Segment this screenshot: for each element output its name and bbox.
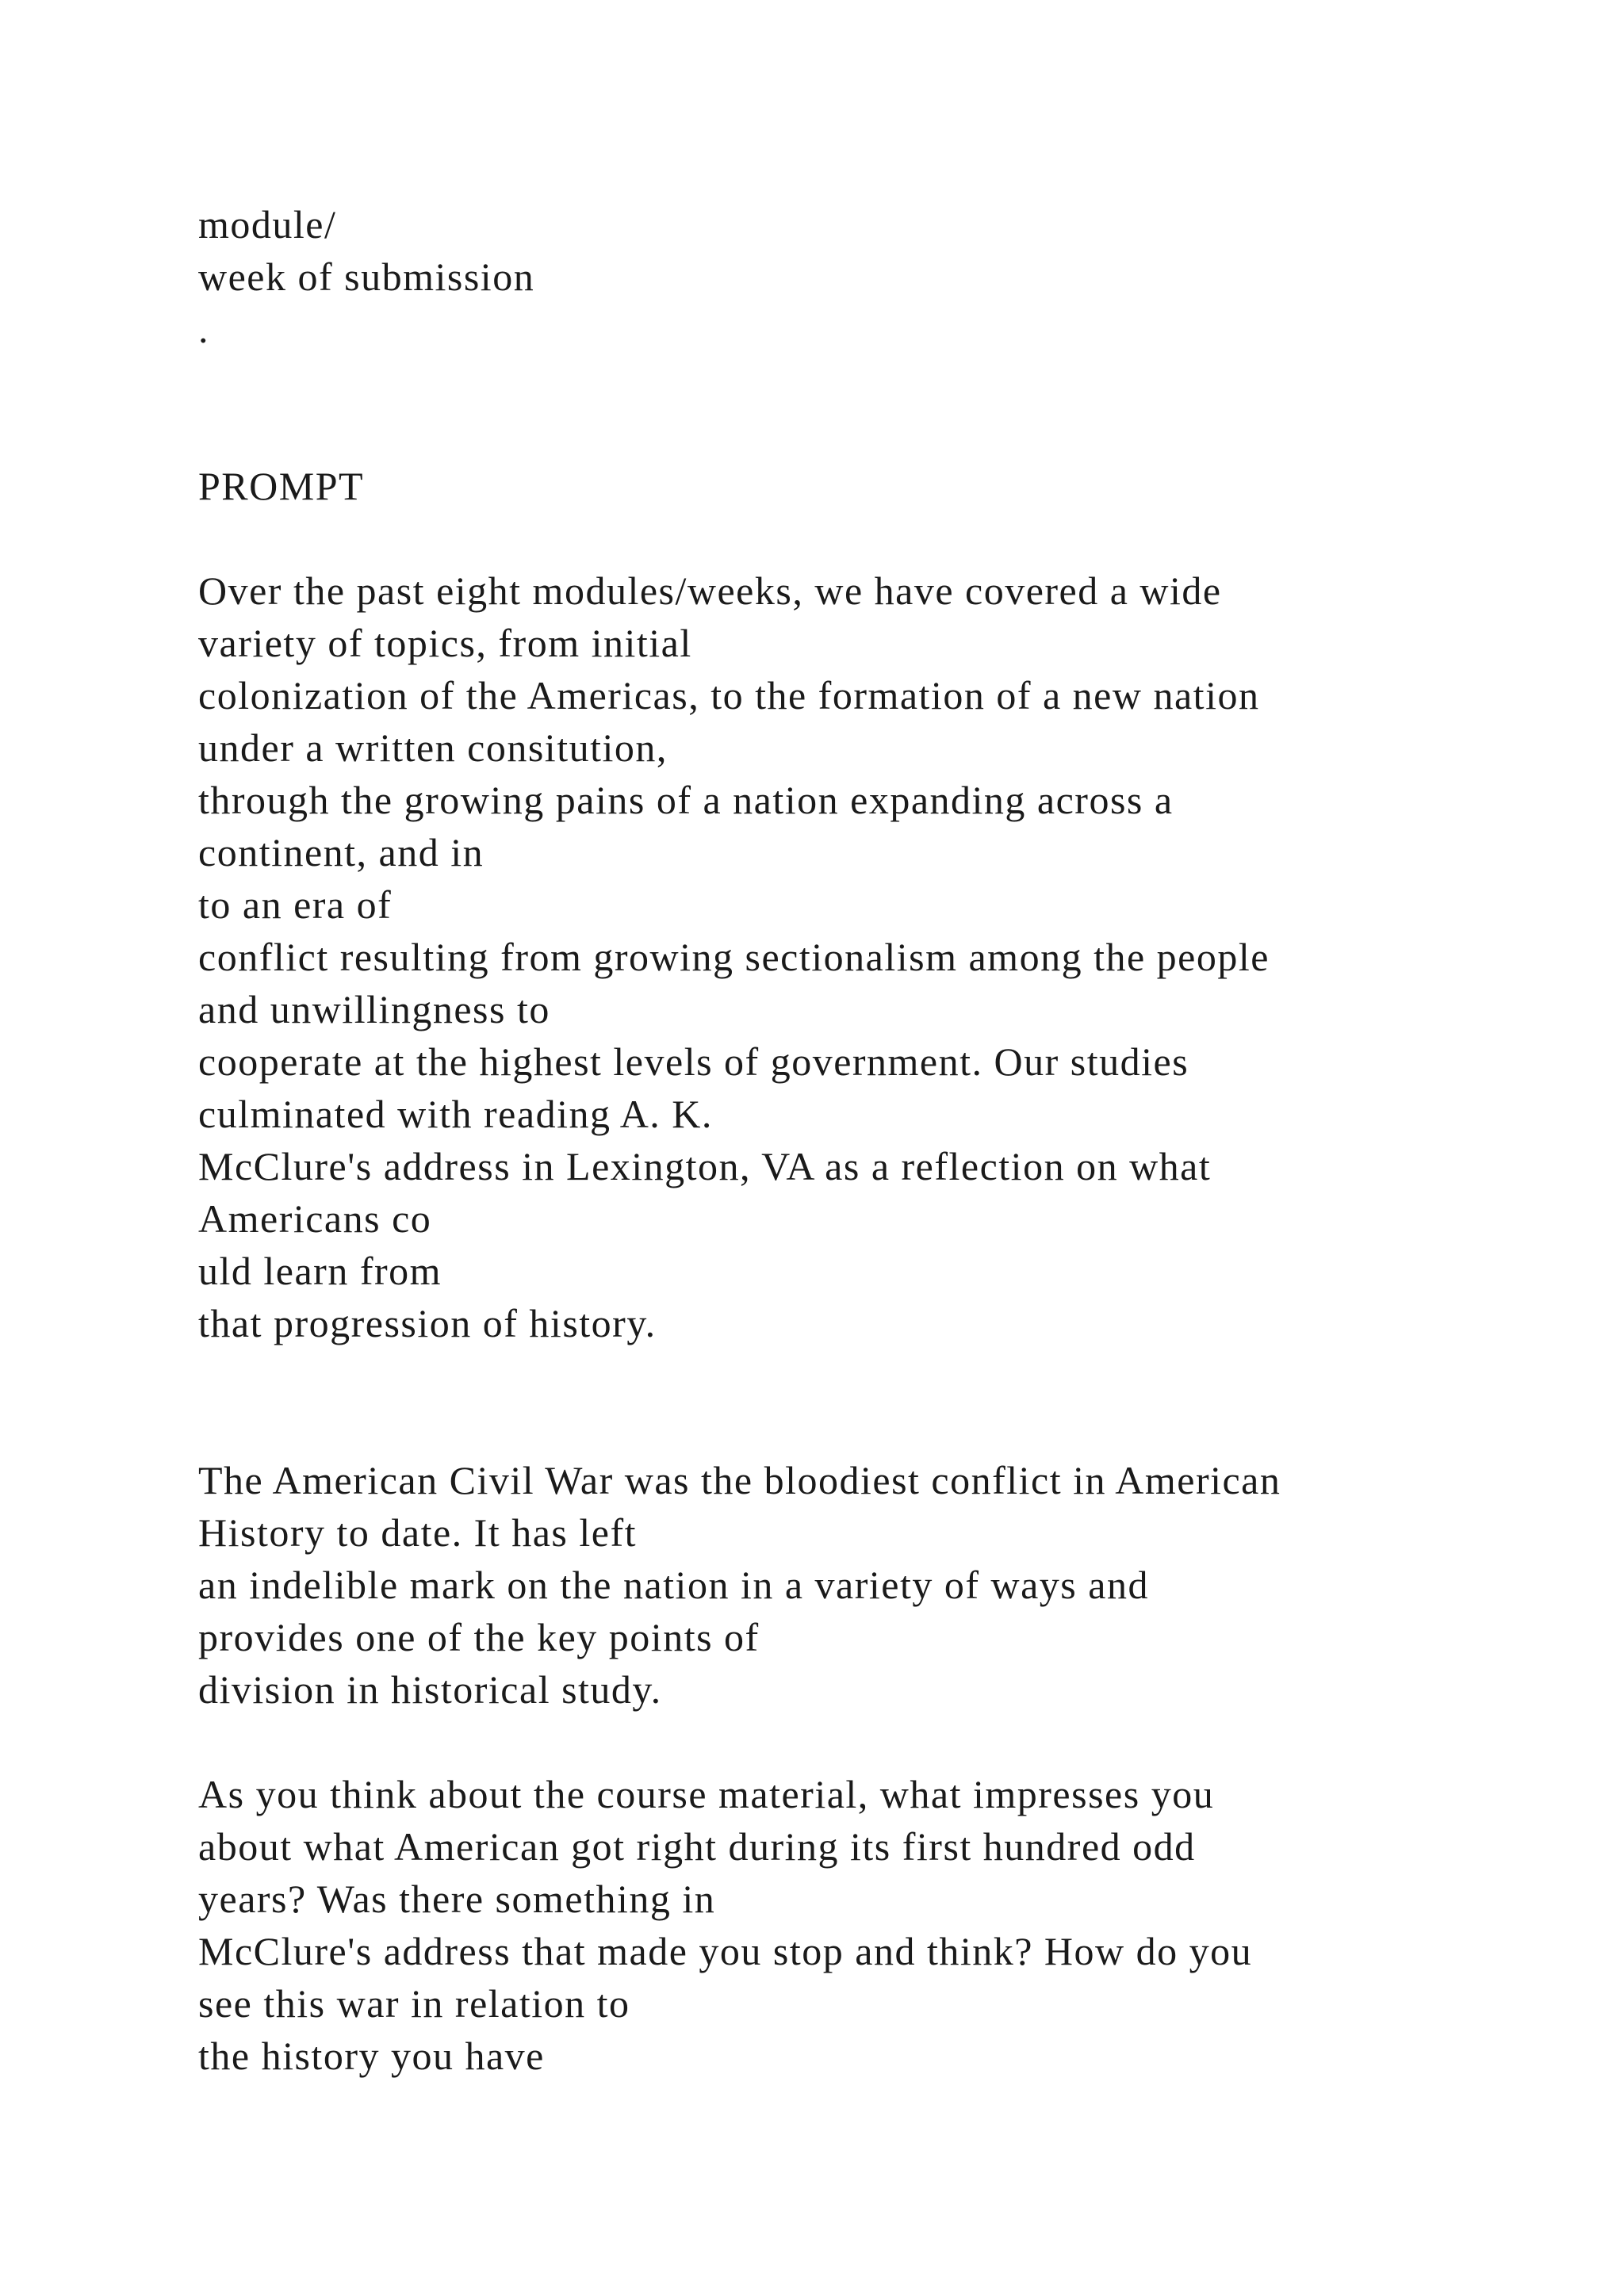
section-heading: PROMPT [198,464,365,508]
text-line: culminated with reading A. K. [198,1092,713,1136]
blank-line [198,1349,1546,1402]
text-line: years? Was there something in [198,1877,716,1921]
text-line: about what American got right during its first hundred odd [198,1824,1196,1869]
text-line: the history you have [198,2034,545,2078]
text-line: variety of topics, from initial [198,621,692,665]
text-line: and unwillingness to [198,987,550,1031]
text-line: McClure's address in Lexington, VA as a reflection on what [198,1144,1212,1188]
text-line: see this war in relation to [198,1981,630,2026]
text-line: week of submission [198,254,535,299]
text-line: an indelible mark on the nation in a variety of ways and [198,1563,1149,1607]
text-line: History to date. It has left [198,1510,637,1555]
text-line: cooperate at the highest levels of government. Our studies [198,1039,1189,1084]
text-line: Americans co [198,1196,432,1241]
text-line: provides one of the key points of [198,1615,760,1659]
blank-line [198,1402,1546,1454]
text-line: Over the past eight modules/weeks, we have covered a wide [198,568,1222,613]
text-line: The American Civil War was the bloodiest conflict in American [198,1458,1281,1502]
text-line: to an era of [198,882,393,927]
blank-line [198,1716,1546,1768]
document-body [198,198,1546,2082]
blank-line [198,355,1546,408]
text-line: . [198,307,209,351]
text-line: uld learn from [198,1249,442,1293]
text-line: continent, and in [198,830,485,874]
text-line: conflict resulting from growing sectionalism among the people [198,935,1270,979]
text-line: that progression of history. [198,1301,657,1345]
blank-line [198,512,1546,564]
text-line: As you think about the course material, what impresses you [198,1772,1215,1816]
text-line: module/ [198,202,337,247]
text-line: through the growing pains of a nation expanding across a [198,778,1174,822]
text-line: division in historical study. [198,1667,662,1712]
blank-line [198,408,1546,460]
text-line: McClure's address that made you stop and think? How do you [198,1929,1253,1973]
text-line: colonization of the Americas, to the formation of a new nation [198,673,1260,718]
text-line: under a written consitution, [198,725,668,770]
